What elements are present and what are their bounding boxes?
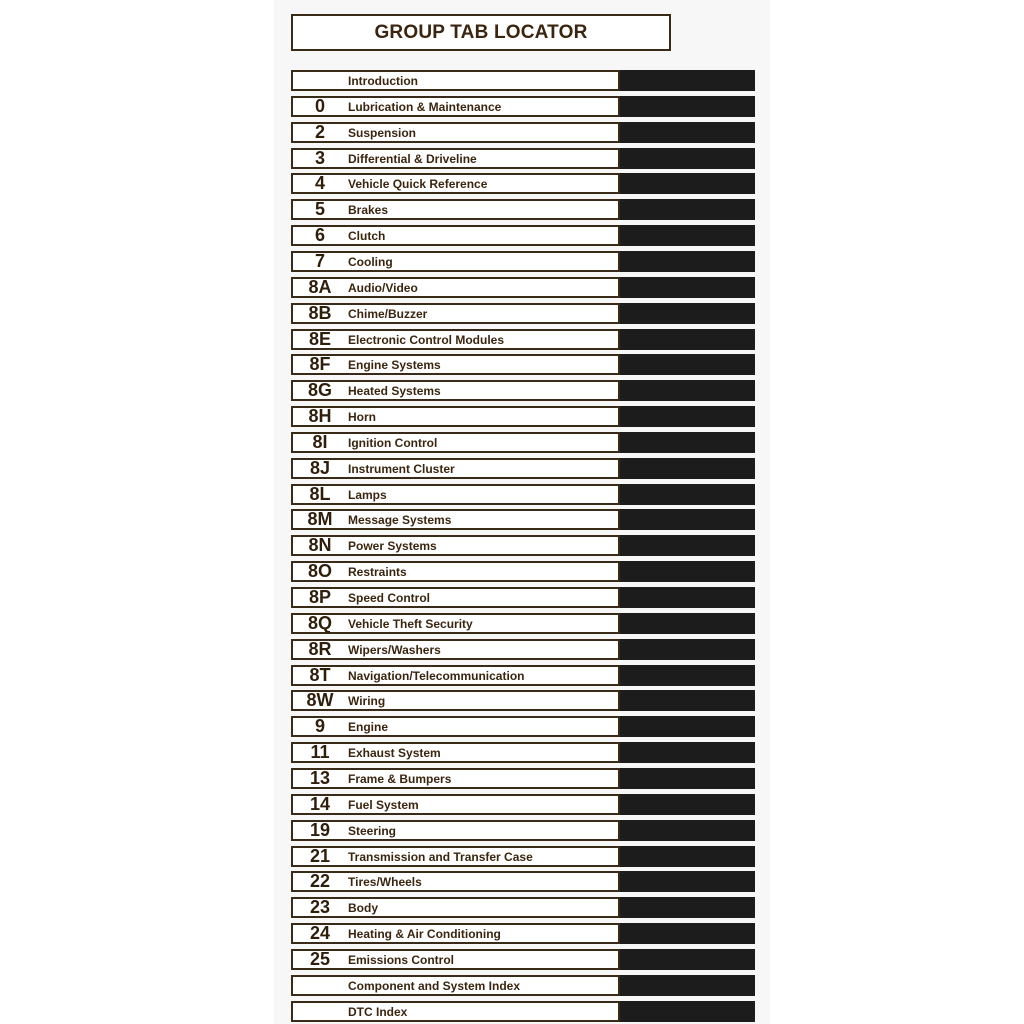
- tab-marker: [620, 949, 755, 970]
- tab-label-box: [291, 897, 620, 918]
- tab-number: 24: [309, 923, 331, 943]
- tab-row[interactable]: [291, 561, 755, 582]
- tab-label-box: [291, 458, 620, 479]
- tab-marker: [620, 871, 755, 892]
- tab-name: Frame & Bumpers: [348, 771, 452, 786]
- tab-name: Lubrication & Maintenance: [348, 99, 502, 114]
- tab-marker: [620, 148, 755, 169]
- tab-label-box: [291, 199, 620, 220]
- tab-row[interactable]: [291, 173, 755, 194]
- tab-row[interactable]: [291, 820, 755, 841]
- tab-name: Restraints: [348, 564, 407, 579]
- tab-label-box: [291, 509, 620, 530]
- tab-number: 8T: [309, 665, 331, 685]
- tab-row[interactable]: [291, 535, 755, 556]
- tab-number: 7: [314, 251, 325, 271]
- tab-number: 8O: [307, 561, 332, 581]
- tab-label-box: [291, 406, 620, 427]
- tab-number: 8Q: [307, 613, 332, 633]
- tab-name: Audio/Video: [348, 280, 418, 295]
- tab-marker: [620, 509, 755, 530]
- title-box: [291, 14, 671, 51]
- tab-marker: [620, 975, 755, 996]
- tab-marker: [620, 665, 755, 686]
- tab-number: 0: [314, 96, 325, 116]
- tab-label-box: [291, 639, 620, 660]
- tab-number: 2: [314, 122, 325, 142]
- tab-row[interactable]: [291, 329, 755, 350]
- tab-name: Vehicle Theft Security: [348, 616, 473, 631]
- tab-number: 11: [310, 742, 330, 762]
- tab-name: Power Systems: [348, 538, 437, 553]
- tab-label-box: [291, 716, 620, 737]
- tab-row[interactable]: [291, 303, 755, 324]
- tab-row[interactable]: [291, 768, 755, 789]
- tab-row[interactable]: [291, 742, 755, 763]
- tab-marker: [620, 277, 755, 298]
- tab-label-box: [291, 923, 620, 944]
- tab-label-box: [291, 1001, 620, 1022]
- tab-name: Fuel System: [348, 797, 419, 812]
- tab-marker: [620, 484, 755, 505]
- tab-name: Horn: [348, 409, 376, 424]
- tab-row[interactable]: [291, 639, 755, 660]
- tab-row[interactable]: [291, 432, 755, 453]
- tab-label-box: [291, 70, 620, 91]
- tab-marker: [620, 639, 755, 660]
- tab-name: Chime/Buzzer: [348, 306, 428, 321]
- tab-row[interactable]: [291, 1001, 755, 1022]
- tab-name: Component and System Index: [348, 978, 521, 993]
- tab-name: Heating & Air Conditioning: [348, 926, 501, 941]
- tab-row[interactable]: [291, 690, 755, 711]
- tab-number: 8F: [309, 354, 331, 374]
- tab-label-box: [291, 148, 620, 169]
- tab-marker: [620, 70, 755, 91]
- tab-number: 19: [309, 820, 331, 840]
- tab-marker: [620, 820, 755, 841]
- tab-label-box: [291, 484, 620, 505]
- tab-name: Transmission and Transfer Case: [348, 849, 533, 864]
- tab-row[interactable]: [291, 354, 755, 375]
- tab-marker: [620, 1001, 755, 1022]
- tab-marker: [620, 535, 755, 556]
- tab-name: Brakes: [348, 202, 389, 217]
- tab-row[interactable]: [291, 122, 755, 143]
- tab-row[interactable]: [291, 509, 755, 530]
- tab-number: 4: [314, 173, 325, 193]
- tab-label-box: [291, 561, 620, 582]
- tab-row[interactable]: [291, 225, 755, 246]
- tab-number: 21: [309, 846, 331, 866]
- tab-row[interactable]: [291, 484, 755, 505]
- tab-marker: [620, 225, 755, 246]
- tab-label-box: [291, 380, 620, 401]
- tab-number: 8R: [308, 639, 332, 659]
- tab-name: Emissions Control: [348, 952, 455, 967]
- tab-name: Speed Control: [348, 590, 431, 605]
- tab-name: Vehicle Quick Reference: [348, 176, 488, 191]
- tab-marker: [620, 716, 755, 737]
- tab-row[interactable]: [291, 199, 755, 220]
- tab-label-box: [291, 975, 620, 996]
- tab-number: 22: [309, 871, 331, 891]
- tab-label-box: [291, 846, 620, 867]
- tab-marker: [620, 303, 755, 324]
- tab-row[interactable]: [291, 665, 755, 686]
- tab-name: Message Systems: [348, 512, 452, 527]
- tab-marker: [620, 561, 755, 582]
- tab-number: 8H: [308, 406, 332, 426]
- tab-name: Body: [348, 900, 378, 915]
- tab-row[interactable]: [291, 277, 755, 298]
- tab-name: Navigation/Telecommunication: [348, 668, 525, 683]
- tab-label-box: [291, 587, 620, 608]
- tab-label-box: [291, 949, 620, 970]
- tab-label-box: [291, 354, 620, 375]
- tab-number: 8E: [308, 329, 332, 349]
- tab-label-box: [291, 225, 620, 246]
- tab-row[interactable]: [291, 148, 755, 169]
- tab-marker: [620, 923, 755, 944]
- tab-name: Suspension: [348, 125, 417, 140]
- tab-row[interactable]: [291, 846, 755, 867]
- tab-row[interactable]: [291, 380, 755, 401]
- tab-name: Lamps: [348, 487, 387, 502]
- tab-row[interactable]: [291, 949, 755, 970]
- tab-row[interactable]: [291, 613, 755, 634]
- tab-label-box: [291, 665, 620, 686]
- tab-marker: [620, 173, 755, 194]
- tab-row[interactable]: [291, 794, 755, 815]
- tab-marker: [620, 329, 755, 350]
- tab-number: 6: [314, 225, 325, 245]
- tab-number: 8J: [309, 458, 331, 478]
- tab-label-box: [291, 613, 620, 634]
- tab-name: Heated Systems: [348, 383, 441, 398]
- tab-name: Electronic Control Modules: [348, 332, 505, 347]
- tab-label-box: [291, 742, 620, 763]
- tab-marker: [620, 768, 755, 789]
- tab-row[interactable]: [291, 70, 755, 91]
- tab-label-box: [291, 96, 620, 117]
- tab-number: 14: [309, 794, 331, 814]
- tab-label-box: [291, 173, 620, 194]
- tab-number: 8N: [308, 535, 332, 555]
- tab-row[interactable]: [291, 716, 755, 737]
- tab-row[interactable]: [291, 251, 755, 272]
- tab-marker: [620, 432, 755, 453]
- tab-number: 8A: [308, 277, 332, 297]
- tab-row[interactable]: [291, 897, 755, 918]
- tab-name: Engine: [348, 719, 389, 734]
- tab-number: 23: [309, 897, 331, 917]
- tab-number: 8M: [307, 509, 333, 529]
- tab-marker: [620, 794, 755, 815]
- tab-name: Tires/Wheels: [348, 874, 422, 889]
- tab-number: 8I: [312, 432, 328, 452]
- tab-row[interactable]: [291, 96, 755, 117]
- tab-row[interactable]: [291, 458, 755, 479]
- tab-name: Instrument Cluster: [348, 461, 455, 476]
- tab-label-box: [291, 122, 620, 143]
- tab-name: Differential & Driveline: [348, 151, 477, 166]
- tab-label-box: [291, 303, 620, 324]
- tab-label-box: [291, 871, 620, 892]
- tab-marker: [620, 199, 755, 220]
- tab-name: Wiring: [348, 693, 386, 708]
- tab-row[interactable]: [291, 587, 755, 608]
- tab-marker: [620, 613, 755, 634]
- tab-label-box: [291, 820, 620, 841]
- tab-marker: [620, 897, 755, 918]
- tab-label-box: [291, 535, 620, 556]
- page-title: GROUP TAB LOCATOR: [374, 21, 588, 43]
- tab-name: Wipers/Washers: [348, 642, 441, 657]
- tab-number: 25: [309, 949, 331, 969]
- tab-number: 8G: [307, 380, 332, 400]
- tab-label-box: [291, 432, 620, 453]
- tab-marker: [620, 380, 755, 401]
- tab-marker: [620, 354, 755, 375]
- tab-label-box: [291, 690, 620, 711]
- tab-marker: [620, 846, 755, 867]
- tab-marker: [620, 742, 755, 763]
- tab-marker: [620, 406, 755, 427]
- tab-label-box: [291, 251, 620, 272]
- tab-number: 8W: [306, 690, 334, 710]
- tab-row[interactable]: [291, 975, 755, 996]
- tab-marker: [620, 96, 755, 117]
- tab-marker: [620, 690, 755, 711]
- tab-number: 8P: [308, 587, 332, 607]
- tab-row[interactable]: [291, 871, 755, 892]
- tab-row[interactable]: [291, 406, 755, 427]
- tab-label-box: [291, 329, 620, 350]
- tab-number: 3: [314, 148, 325, 168]
- tab-row[interactable]: [291, 923, 755, 944]
- tab-name: Clutch: [348, 228, 386, 243]
- tab-name: Cooling: [348, 254, 393, 269]
- tab-name: DTC Index: [348, 1004, 408, 1019]
- tab-name: Ignition Control: [348, 435, 438, 450]
- tab-marker: [620, 587, 755, 608]
- tab-marker: [620, 458, 755, 479]
- tab-label-box: [291, 277, 620, 298]
- tab-label-box: [291, 794, 620, 815]
- tab-marker: [620, 122, 755, 143]
- tab-name: Exhaust System: [348, 745, 441, 760]
- tab-name: Introduction: [348, 73, 418, 88]
- tab-name: Engine Systems: [348, 357, 441, 372]
- tab-number: 5: [314, 199, 325, 219]
- tab-number: 9: [314, 716, 325, 736]
- tab-name: Steering: [348, 823, 397, 838]
- tab-number: 13: [309, 768, 331, 788]
- tab-label-box: [291, 768, 620, 789]
- tab-marker: [620, 251, 755, 272]
- tab-number: 8B: [308, 303, 332, 323]
- tab-number: 8L: [309, 484, 331, 504]
